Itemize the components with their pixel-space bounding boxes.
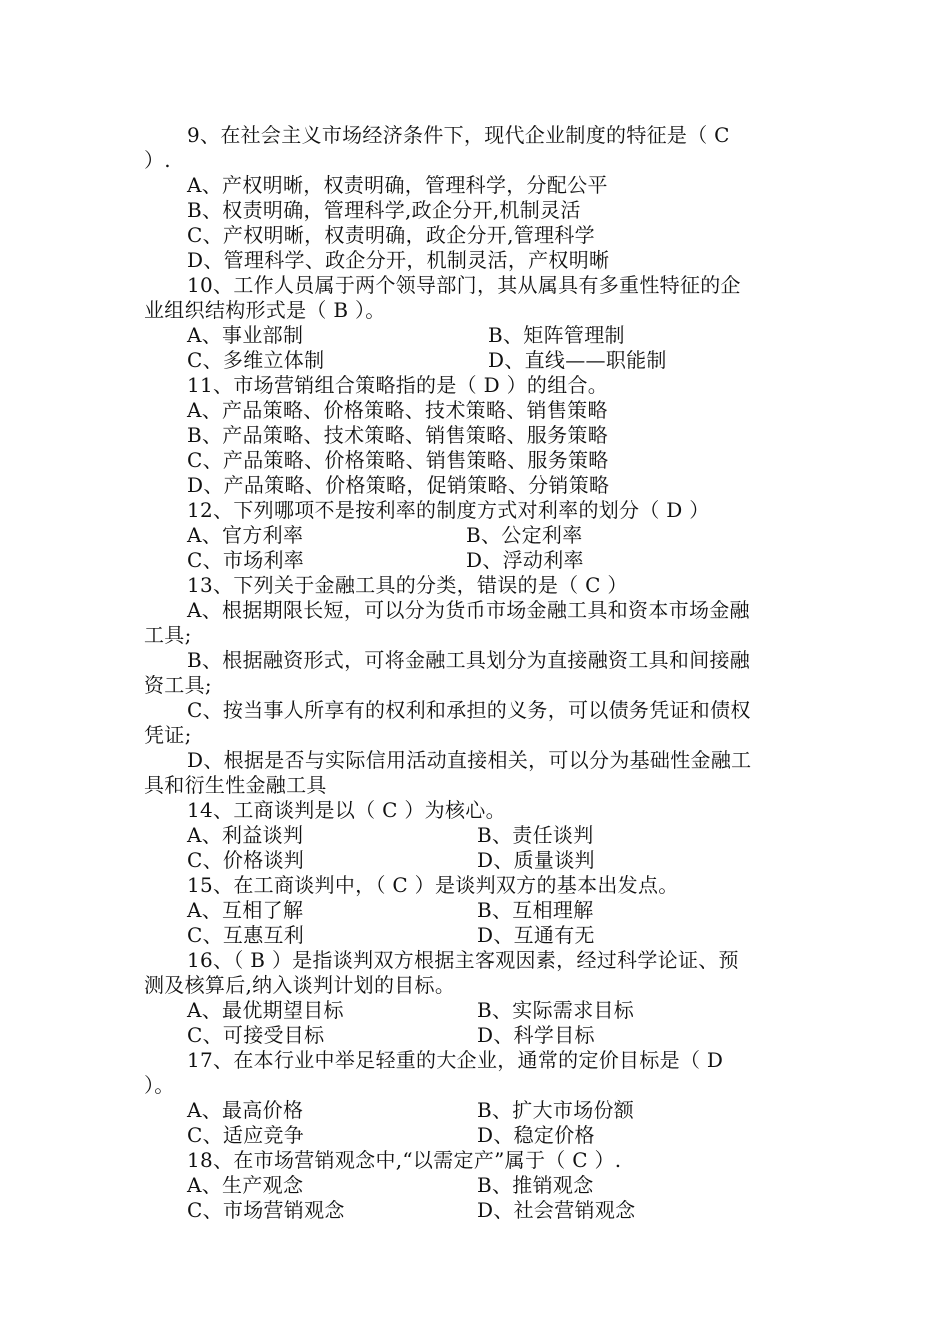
option-10a: A、事业部制	[187, 323, 304, 347]
question-list	[144, 123, 810, 1223]
question-17-stem: 17、在本行业中举足轻重的大企业，通常的定价目标是（ D	[187, 1048, 724, 1072]
question-13-stem: 13、下列关于金融工具的分类，错误的是（ C ）	[187, 573, 628, 597]
option-13a: A、根据期限长短，可以分为货币市场金融工具和资本市场金融	[187, 598, 750, 622]
option-18c: C、市场营销观念	[187, 1198, 345, 1222]
option-9c: C、产权明晰，权责明确，政企分开,管理科学	[187, 223, 595, 247]
option-row	[144, 1173, 810, 1198]
option-9b: B、权责明确，管理科学,政企分开,机制灵活	[187, 198, 581, 222]
question-18-stem: 18、在市场营销观念中,“以需定产”属于（ C ）.	[187, 1148, 622, 1172]
option-16a: A、最优期望目标	[187, 998, 344, 1022]
option-12b: B、公定利率	[466, 523, 583, 547]
question-10-stem-cont: 业组织结构形式是（ B ）。	[144, 298, 386, 322]
option-11d: D、产品策略、价格策略，促销策略、分销策略	[187, 473, 610, 497]
option-row	[144, 1198, 810, 1223]
option-row	[144, 1023, 810, 1048]
option-row	[144, 923, 810, 948]
option-12d: D、浮动利率	[466, 548, 584, 572]
option-row	[144, 823, 810, 848]
option-17b: B、扩大市场份额	[477, 1098, 635, 1122]
option-row	[144, 323, 810, 348]
option-14a: A、利益谈判	[187, 823, 304, 847]
option-18d: D、社会营销观念	[477, 1198, 636, 1222]
option-12a: A、官方利率	[187, 523, 304, 547]
question-16-stem: 16、（ B ）是指谈判双方根据主客观因素，经过科学论证、预	[187, 948, 739, 972]
option-11a: A、产品策略、价格策略、技术策略、销售策略	[187, 398, 608, 422]
question-11-stem: 11、市场营销组合策略指的是（ D ）的组合。	[187, 373, 609, 397]
option-15b: B、互相理解	[477, 898, 594, 922]
option-11b: B、产品策略、技术策略、销售策略、服务策略	[187, 423, 608, 447]
option-13c: C、按当事人所享有的权利和承担的义务，可以债务凭证和债权	[187, 698, 751, 722]
option-15a: A、互相了解	[187, 898, 304, 922]
option-10d: D、直线——职能制	[488, 348, 667, 372]
option-18b: B、推销观念	[477, 1173, 594, 1197]
question-14-stem: 14、工商谈判是以（ C ）为核心。	[187, 798, 506, 822]
option-row	[144, 848, 810, 873]
option-13d: D、根据是否与实际信用活动直接相关，可以分为基础性金融工	[187, 748, 752, 772]
question-16-stem-cont: 测及核算后,纳入谈判计划的目标。	[144, 973, 456, 997]
option-10b: B、矩阵管理制	[488, 323, 625, 347]
option-13b-cont: 资工具;	[144, 673, 212, 697]
question-10-stem: 10、工作人员属于两个领导部门，其从属具有多重性特征的企	[187, 273, 741, 297]
option-row	[144, 998, 810, 1023]
option-14b: B、责任谈判	[477, 823, 594, 847]
option-row	[144, 348, 810, 373]
option-row	[144, 548, 810, 573]
option-13d-cont: 具和衍生性金融工具	[144, 773, 327, 797]
option-13a-cont: 工具;	[144, 623, 192, 647]
question-9-stem-cont: ）.	[144, 148, 171, 172]
option-row	[144, 1098, 810, 1123]
option-14c: C、价格谈判	[187, 848, 305, 872]
question-12-stem: 12、下列哪项不是按利率的制度方式对利率的划分（ D ）	[187, 498, 710, 522]
option-row	[144, 523, 810, 548]
option-17d: D、稳定价格	[477, 1123, 595, 1147]
option-15d: D、互通有无	[477, 923, 595, 947]
option-17a: A、最高价格	[187, 1098, 304, 1122]
question-15-stem: 15、在工商谈判中，（ C ）是谈判双方的基本出发点。	[187, 873, 679, 897]
option-15c: C、互惠互利	[187, 923, 305, 947]
option-14d: D、质量谈判	[477, 848, 595, 872]
option-13c-cont: 凭证;	[144, 723, 192, 747]
question-9-stem: 9、在社会主义市场经济条件下，现代企业制度的特征是（ C	[187, 123, 730, 147]
option-16b: B、实际需求目标	[477, 998, 635, 1022]
option-row	[144, 1123, 810, 1148]
option-17c: C、适应竞争	[187, 1123, 305, 1147]
option-18a: A、生产观念	[187, 1173, 304, 1197]
option-12c: C、市场利率	[187, 548, 305, 572]
option-13b: B、根据融资形式，可将金融工具划分为直接融资工具和间接融	[187, 648, 751, 672]
question-17-stem-cont: ）。	[144, 1073, 175, 1097]
option-9a: A、产权明晰，权责明确，管理科学，分配公平	[187, 173, 608, 197]
option-11c: C、产品策略、价格策略、销售策略、服务策略	[187, 448, 609, 472]
option-10c: C、多维立体制	[187, 348, 325, 372]
option-9d: D、管理科学、政企分开，机制灵活，产权明晰	[187, 248, 610, 272]
option-row	[144, 898, 810, 923]
option-16c: C、可接受目标	[187, 1023, 325, 1047]
option-16d: D、科学目标	[477, 1023, 595, 1047]
